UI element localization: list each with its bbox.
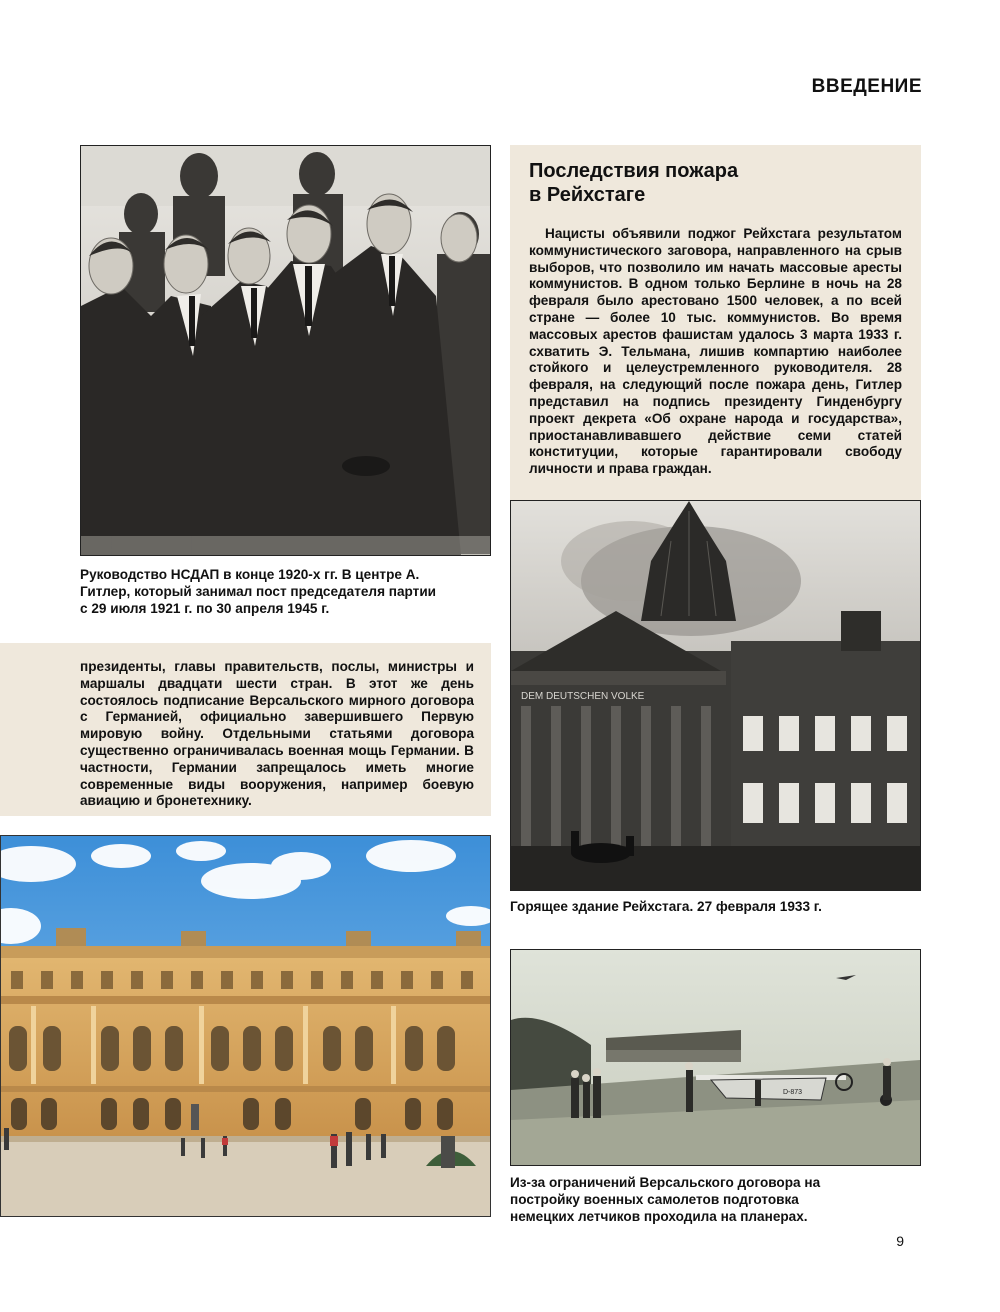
section-title: ВВЕДЕНИЕ xyxy=(811,76,922,97)
versailles-palace-photo xyxy=(0,835,491,1217)
versailles-palace-illustration xyxy=(1,836,490,1216)
page-number: 9 xyxy=(896,1233,904,1249)
sidebar-title-line1: Последствия пожара xyxy=(529,160,739,182)
nsdap-photo-caption: Руководство НСДАП в конце 1920-х гг. В центре А. Гитлер, который занимал пост председателя партии с 29 июля 1921 г. по 30 апреля 1945 г. xyxy=(80,567,437,616)
reichstag-photo-caption: Горящее здание Рейхстага. 27 февраля 1933 г. xyxy=(510,899,822,914)
glider-photo-caption: Из-за ограничений Версальского договора на постройку военных самолетов подготовка немецких летчиков проходила на планерах. xyxy=(510,1175,821,1224)
reichstag-fire-photo xyxy=(510,500,921,891)
nsdap-leadership-illustration xyxy=(81,146,490,555)
glider-training-photo xyxy=(510,949,921,1166)
sidebar-title xyxy=(529,159,909,207)
versailles-text-band xyxy=(0,643,491,816)
reichstag-inscription: DEM DEUTSCHEN VOLKE xyxy=(521,691,645,702)
reichstag-sidebar-box xyxy=(510,145,921,500)
versailles-text: президенты, главы правительств, послы, министры и маршалы двадцати шести стран. В этот же день состоялось подписание Версальского мирного договора с Германией, официально завершившего Первую мировую войну. Отдельными статьями договора существенно ограничивалась военная мощь Германии. В частности, Германии запрещалось иметь многие современные виды вооружения, например боевую авиацию и бронетехнику. xyxy=(80,659,474,809)
glider-training-illustration xyxy=(511,950,920,1165)
reichstag-fire-illustration xyxy=(511,501,920,890)
nsdap-leadership-photo xyxy=(80,145,491,556)
sidebar-text: Нацисты объявили поджог Рейхстага результатом коммунистического заговора, направленного на срыв выборов, что позволило им начать массовые аресты коммунистов. В одном только Берлине в ночь на 28 февраля было арестовано 1500 человек, а по всей стране — более 10 тыс. коммунистов. Во время массовых арестов фашистам удалось 3 марта 1933 г. схватить Э. Тельмана, лишив компартию наиболее стойкого и целеустремленного руководителя. 28 февраля, на следующий после пожара день, Гитлер представил на подпись президенту Гинденбургу проект декрета «Об охране народа и государства», приостанавливавшего действие семи статей конституции, которые гарантировали свободу личности и права граждан. xyxy=(529,226,902,477)
glider-marking: D-873 xyxy=(783,1089,803,1096)
sidebar-title-line2: в Рейхстаге xyxy=(529,184,646,206)
